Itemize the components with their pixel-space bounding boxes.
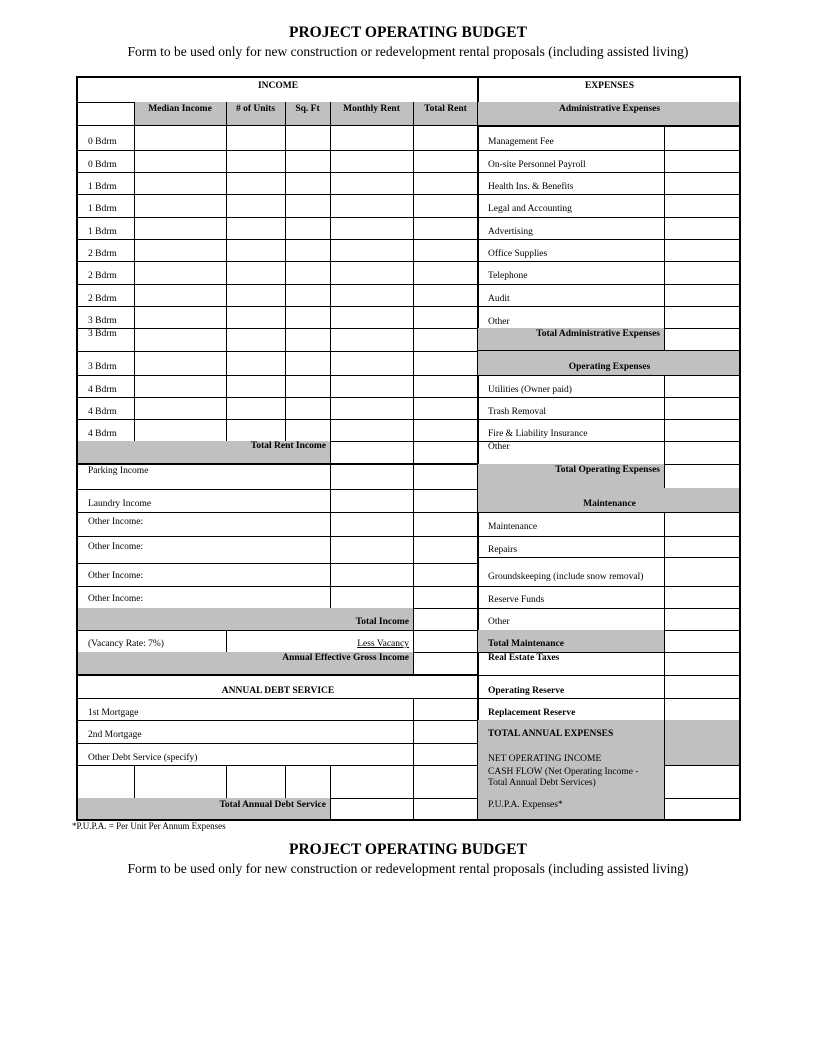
annual-effective-gross-label: Annual Effective Gross Income [78,652,413,674]
income-entry-cell[interactable] [413,239,478,261]
rule-line [330,798,331,821]
rule-line [664,652,665,675]
rule-line [664,172,665,194]
income-entry-cell[interactable] [330,419,413,441]
unit-type-label: 1 Bdrm [88,182,117,192]
income-entry-cell[interactable] [134,397,226,419]
unit-type-label: 3 Bdrm [88,362,117,372]
income-entry-cell[interactable] [285,239,330,261]
rule-line [413,652,414,674]
total-maintenance-label-amount[interactable] [664,630,741,652]
cash-flow-amount[interactable] [664,765,741,798]
income-entry-cell[interactable] [285,351,330,375]
debt-row-value[interactable] [413,698,478,720]
other-income-total[interactable] [413,512,478,536]
income-entry-cell[interactable] [285,328,330,351]
operating-expense-label: Utilities (Owner paid) [488,385,572,395]
maintenance-expense-label-amount[interactable] [664,512,741,536]
other-income-total[interactable] [413,586,478,608]
income-entry-cell[interactable] [330,150,413,172]
income-entry-cell[interactable] [413,375,478,397]
income-entry-cell[interactable] [226,150,285,172]
cash-flow-line1: CASH FLOW (Net Operating Income - [488,767,639,777]
vacancy-rate-label: (Vacancy Rate: 7%) [88,639,164,649]
rule-line [285,102,286,441]
income-entry-cell[interactable] [330,328,413,351]
rule-line [664,397,665,419]
maintenance-expense-label-amount[interactable] [664,536,741,557]
income-entry-cell[interactable] [134,239,226,261]
income-entry-cell[interactable] [330,194,413,217]
unit-type-label: 3 Bdrm [88,329,117,339]
rule-line [413,102,414,441]
income-entry-cell[interactable] [226,194,285,217]
income-entry-cell[interactable] [330,375,413,397]
income-entry-cell[interactable] [413,397,478,419]
page-subtitle: Form to be used only for new construction or redevelopment rental proposals (including assisted living) [127,44,689,59]
total-operating-expenses-label-amount[interactable] [664,464,741,488]
debt-blank-cell[interactable] [78,765,134,798]
income-entry-cell[interactable] [330,217,413,239]
total-admin-expenses-label-amount[interactable] [664,328,741,351]
unit-type-label: 2 Bdrm [88,294,117,304]
income-entry-cell[interactable] [134,306,226,328]
operating-expense-label: Trash Removal [488,407,546,417]
debt-blank-cell[interactable] [134,765,226,798]
debt-row-label: 1st Mortgage [88,708,139,718]
total-debt-service-label: Total Annual Debt Service [78,798,330,821]
rule-line [330,464,331,608]
rule-line [664,150,665,172]
income-entry-cell[interactable] [330,284,413,306]
page-title-repeat: PROJECT OPERATING BUDGET [289,841,527,858]
income-entry-cell[interactable] [285,397,330,419]
income-entry-cell[interactable] [226,419,285,441]
units-header: # of Units [226,102,285,125]
maintenance-expense-label-amount[interactable] [664,557,741,586]
rule-line [413,798,414,821]
rule-line [664,375,665,397]
rule-line [330,102,331,441]
rule-line [664,608,665,630]
net-operating-income-label: NET OPERATING INCOME [478,743,664,765]
income-entry-cell[interactable] [226,261,285,284]
rule-line [664,720,665,743]
admin-expense-label: Audit [488,294,510,304]
admin-expense-label: On-site Personnel Payroll [488,160,586,170]
total-rent-header: Total Rent [413,102,478,125]
rule-line [664,698,665,720]
other-income-monthly[interactable] [330,489,413,512]
total-debt-service-monthly[interactable] [330,798,413,821]
rule-line [664,512,665,536]
income-entry-cell[interactable] [285,419,330,441]
income-entry-cell[interactable] [330,351,413,375]
other-income-monthly[interactable] [330,586,413,608]
rule-line [664,557,665,586]
income-entry-cell[interactable] [330,261,413,284]
expenses-header: EXPENSES [584,81,635,91]
total-rent-income-monthly[interactable] [330,441,413,464]
admin-expense-label-amount[interactable] [664,306,741,328]
other-income-total[interactable] [413,563,478,586]
income-entry-cell[interactable] [330,306,413,328]
rule-line [664,328,665,351]
rule-line [330,765,331,798]
operating-reserve-label-amount[interactable] [664,675,741,698]
debt-row-value[interactable] [413,743,478,765]
operating-expenses-header: Operating Expenses [478,351,741,375]
unit-type-label: 1 Bdrm [88,227,117,237]
debt-blank-cell[interactable] [285,765,330,798]
rule-line [413,441,414,464]
income-entry-cell[interactable] [134,172,226,194]
total-income-value[interactable] [413,608,478,630]
operating-expense-label-amount[interactable] [664,441,741,464]
rule-line [330,441,331,464]
rule-line [664,126,665,150]
debt-row-value[interactable] [413,720,478,743]
income-entry-cell[interactable] [226,125,285,150]
admin-expenses-header: Administrative Expenses [478,102,741,125]
income-entry-cell[interactable] [413,217,478,239]
admin-expense-label-amount[interactable] [664,172,741,194]
income-entry-cell[interactable] [413,261,478,284]
total-income-label: Total Income [78,608,413,630]
rule-line [134,102,135,441]
rule-line [664,194,665,217]
debt-blank-cell[interactable] [330,765,413,798]
maintenance-expense-label: Other [488,617,510,627]
other-income-total[interactable] [413,464,478,489]
income-entry-cell[interactable] [134,150,226,172]
income-entry-cell[interactable] [413,172,478,194]
pupa-expenses-label-amount[interactable] [664,798,741,821]
income-entry-cell[interactable] [413,328,478,351]
income-entry-cell[interactable] [134,261,226,284]
admin-expense-label-amount[interactable] [664,194,741,217]
income-entry-cell[interactable] [413,351,478,375]
less-vacancy-label: Less Vacancy [357,639,409,649]
real-estate-taxes-label-amount[interactable] [664,652,741,675]
rule-line [664,675,665,698]
total-admin-expenses-label: Total Administrative Expenses [478,328,664,351]
operating-expense-label: Fire & Liability Insurance [488,429,588,439]
income-header: INCOME [257,81,299,91]
cash-flow-label [478,765,664,798]
other-income-total[interactable] [413,536,478,563]
income-entry-cell[interactable] [226,375,285,397]
admin-expense-label: Advertising [488,227,533,237]
total-rent-income-value[interactable] [413,441,478,464]
maintenance-expense-label: Groundskeeping (include snow removal) [488,572,644,582]
maintenance-expense-label: Maintenance [488,522,538,532]
debt-blank-cell[interactable] [413,765,478,798]
income-entry-cell[interactable] [285,172,330,194]
rule-line [413,765,414,798]
real-estate-taxes-label: Real Estate Taxes [488,653,560,663]
total-annual-expenses-label-amount[interactable] [664,720,741,743]
rule-line [664,284,665,306]
unit-type-label: 0 Bdrm [88,137,117,147]
income-entry-cell[interactable] [134,375,226,397]
income-entry-cell[interactable] [413,125,478,150]
income-entry-cell[interactable] [226,172,285,194]
income-entry-cell[interactable] [226,239,285,261]
other-income-monthly[interactable] [330,536,413,563]
income-entry-cell[interactable] [226,328,285,351]
operating-expense-label-amount[interactable] [664,419,741,441]
admin-expense-label: Office Supplies [488,249,548,259]
total-annual-expenses-label: TOTAL ANNUAL EXPENSES [478,720,664,743]
cash-flow-line2: Total Annual Debt Services) [488,778,596,788]
income-entry-cell[interactable] [226,306,285,328]
rule-line [413,630,414,652]
debt-row-label: 2nd Mortgage [88,730,142,740]
income-entry-cell[interactable] [134,125,226,150]
other-income-label: Other Income: [88,517,144,527]
admin-expense-label-amount[interactable] [664,284,741,306]
admin-expense-label: Management Fee [488,137,554,147]
debt-row-label: Other Debt Service (specify) [88,753,198,763]
maintenance-header: Maintenance [478,488,741,512]
income-entry-cell[interactable] [413,150,478,172]
debt-blank-cell[interactable] [226,765,285,798]
operating-expense-label-amount[interactable] [664,397,741,419]
rule-line [664,441,665,464]
income-entry-cell[interactable] [134,351,226,375]
operating-expense-label-amount[interactable] [664,375,741,397]
admin-expense-label: Health Ins. & Benefits [488,182,574,192]
maintenance-expense-label-amount[interactable] [664,586,741,608]
other-income-label: Other Income: [88,571,144,581]
total-maintenance-label: Total Maintenance [478,630,664,652]
admin-expense-label: Legal and Accounting [488,204,572,214]
other-income-monthly[interactable] [330,563,413,586]
rule-line [226,102,227,441]
operating-expense-label: Other [488,442,510,452]
other-income-monthly[interactable] [330,464,413,489]
rule-line [664,743,665,765]
maintenance-expense-label-amount[interactable] [664,608,741,630]
total-debt-service-value[interactable] [413,798,478,821]
maintenance-expense-label: Repairs [488,545,518,555]
admin-expense-label-amount[interactable] [664,217,741,239]
rule-line [226,630,227,652]
income-entry-cell[interactable] [285,125,330,150]
income-entry-cell[interactable] [285,261,330,284]
annual-effective-gross-value[interactable] [413,652,478,674]
rule-line [664,798,665,821]
income-header-blank [78,102,134,125]
income-entry-cell[interactable] [285,284,330,306]
income-entry-cell[interactable] [285,150,330,172]
rule-line [664,464,665,488]
sqft-header: Sq. Ft [285,102,330,125]
less-vacancy-value[interactable] [413,630,478,652]
rule-line [226,765,227,798]
admin-expense-label-amount[interactable] [664,239,741,261]
unit-type-label: 3 Bdrm [88,316,117,326]
income-entry-cell[interactable] [330,172,413,194]
page-subtitle-repeat: Form to be used only for new construction or redevelopment rental proposals (including assisted living) [127,861,689,876]
admin-expense-label-amount[interactable] [664,126,741,150]
unit-type-label: 0 Bdrm [88,160,117,170]
rule-line [134,765,135,798]
income-entry-cell[interactable] [134,328,226,351]
income-entry-cell[interactable] [285,375,330,397]
rule-line [664,765,665,798]
monthly-rent-header: Monthly Rent [330,102,413,125]
rule-line [664,536,665,557]
total-rent-income-label: Total Rent Income [78,441,330,464]
unit-type-label: 4 Bdrm [88,429,117,439]
income-entry-cell[interactable] [134,284,226,306]
rule-line [664,630,665,652]
median-income-header: Median Income [134,102,226,125]
income-entry-cell[interactable] [134,194,226,217]
rule-line [664,239,665,261]
maintenance-expense-label: Reserve Funds [488,595,545,605]
admin-expense-label: Other [488,317,510,327]
rule-line [413,698,414,765]
admin-expense-label-amount[interactable] [664,261,741,284]
other-income-label: Other Income: [88,542,144,552]
income-entry-cell[interactable] [413,284,478,306]
income-entry-cell[interactable] [226,284,285,306]
footnote: *P.U.P.A. = Per Unit Per Annum Expenses [72,821,226,831]
unit-type-label: 2 Bdrm [88,249,117,259]
other-income-label: Parking Income [88,466,149,476]
income-entry-cell[interactable] [413,194,478,217]
income-entry-cell[interactable] [285,306,330,328]
unit-type-label: 1 Bdrm [88,204,117,214]
other-income-label: Other Income: [88,594,144,604]
income-entry-cell[interactable] [413,419,478,441]
income-entry-cell[interactable] [226,351,285,375]
income-entry-cell[interactable] [413,306,478,328]
total-operating-expenses-label: Total Operating Expenses [478,464,664,488]
unit-type-label: 2 Bdrm [88,271,117,281]
income-entry-cell[interactable] [285,194,330,217]
income-entry-cell[interactable] [330,397,413,419]
income-entry-cell[interactable] [134,419,226,441]
other-income-monthly[interactable] [330,512,413,536]
income-entry-cell[interactable] [330,125,413,150]
rule-line [664,306,665,328]
rule-line [413,608,414,630]
replacement-reserve-label: Replacement Reserve [488,708,576,718]
rule-line [285,765,286,798]
page-title: PROJECT OPERATING BUDGET [289,24,527,41]
rule-line [664,217,665,239]
debt-service-header: ANNUAL DEBT SERVICE [221,686,335,696]
income-entry-cell[interactable] [330,239,413,261]
replacement-reserve-label-amount[interactable] [664,698,741,720]
income-entry-cell[interactable] [285,217,330,239]
other-income-label: Laundry Income [88,499,152,509]
net-operating-income-label-amount[interactable] [664,743,741,765]
unit-type-label: 4 Bdrm [88,385,117,395]
admin-expense-label: Telephone [488,271,528,281]
pupa-expenses-label: P.U.P.A. Expenses* [478,798,664,821]
operating-reserve-label: Operating Reserve [488,686,565,696]
budget-table [76,76,741,821]
income-entry-cell[interactable] [134,217,226,239]
admin-expense-label-amount[interactable] [664,150,741,172]
rule-line [664,586,665,608]
other-income-total[interactable] [413,489,478,512]
income-entry-cell[interactable] [226,397,285,419]
rule-line [413,464,414,608]
unit-type-label: 4 Bdrm [88,407,117,417]
rule-line [664,261,665,284]
rule-line [664,419,665,441]
income-entry-cell[interactable] [226,217,285,239]
